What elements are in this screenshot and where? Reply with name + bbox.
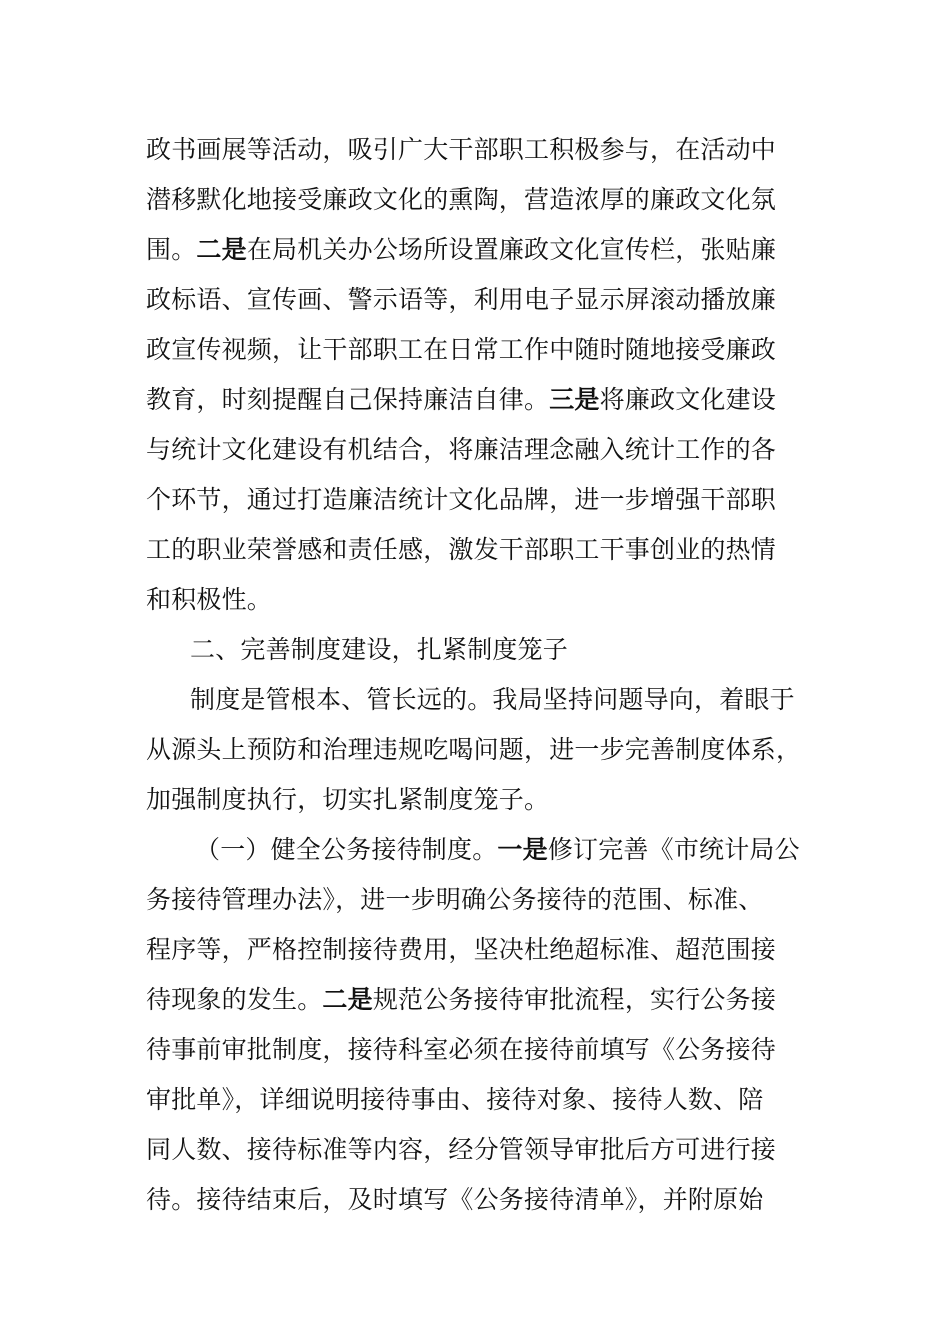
paragraph-line-6 <box>146 380 806 420</box>
paragraph-line-1 <box>146 130 806 170</box>
text-segment: 待。接待结束后，及时填写《公务接待清单》，并附原始 <box>146 1185 764 1214</box>
paragraph-line-9 <box>146 530 806 570</box>
bold-marker: 一是 <box>497 835 548 864</box>
bold-marker: 三是 <box>549 385 600 414</box>
paragraph-line-10 <box>146 580 806 620</box>
section-heading <box>190 630 850 670</box>
text-segment: 待事前审批制度，接待科室必须在接待前填写《公务接待 <box>146 1035 777 1064</box>
text-segment: 政宣传视频，让干部职工在日常工作中随时随地接受廉政 <box>146 335 777 364</box>
text-segment: 待现象的发生。 <box>146 985 323 1014</box>
text-segment: 程序等，严格控制接待费用，坚决杜绝超标准、超范围接 <box>146 935 777 964</box>
paragraph-line-16 <box>146 880 806 920</box>
text-segment: 工的职业荣誉感和责任感，激发干部职工干事创业的热情 <box>146 535 777 564</box>
paragraph-line-2 <box>146 180 806 220</box>
text-segment: 将廉政文化建设 <box>599 385 777 414</box>
paragraph-line-20 <box>146 1080 806 1120</box>
text-segment: 从源头上预防和治理违规吃喝问题，进一步完善制度体系， <box>146 735 802 764</box>
text-segment: 二、完善制度建设，扎紧制度笼子 <box>190 635 569 664</box>
bold-marker: 二是 <box>196 235 247 264</box>
paragraph-line-7 <box>146 430 806 470</box>
paragraph-line-17 <box>146 930 806 970</box>
bold-marker: 二是 <box>322 985 373 1014</box>
text-segment: 同人数、接待标准等内容，经分管领导审批后方可进行接 <box>146 1135 777 1164</box>
text-segment: 在局机关办公场所设置廉政文化宣传栏，张贴廉 <box>246 235 777 264</box>
paragraph-line-18 <box>146 980 806 1020</box>
paragraph-line-12 <box>190 680 850 720</box>
text-segment: 政标语、宣传画、警示语等，利用电子显示屏滚动播放廉 <box>146 285 777 314</box>
text-segment: 教育，时刻提醒自己保持廉洁自律。 <box>146 385 550 414</box>
paragraph-line-22 <box>146 1180 806 1220</box>
paragraph-line-8 <box>146 480 806 520</box>
text-segment: 加强制度执行，切实扎紧制度笼子。 <box>146 785 550 814</box>
paragraph-line-3 <box>146 230 806 270</box>
text-segment: （一）健全公务接待制度。 <box>195 835 498 864</box>
text-segment: 务接待管理办法》，进一步明确公务接待的范围、标准、 <box>146 885 764 914</box>
text-segment: 个环节，通过打造廉洁统计文化品牌，进一步增强干部职 <box>146 485 777 514</box>
text-segment: 制度是管根本、管长远的。我局坚持问题导向，着眼于 <box>190 685 795 714</box>
paragraph-line-21 <box>146 1130 806 1170</box>
text-segment: 修订完善《市统计局公 <box>547 835 800 864</box>
text-segment: 和积极性。 <box>146 585 273 614</box>
text-segment: 审批单》，详细说明接待事由、接待对象、接待人数、陪 <box>146 1085 764 1114</box>
text-segment: 围。 <box>146 235 197 264</box>
paragraph-line-19 <box>146 1030 806 1070</box>
paragraph-line-13 <box>146 730 806 770</box>
subsection-heading-line <box>195 830 855 870</box>
text-segment: 潜移默化地接受廉政文化的熏陶，营造浓厚的廉政文化氛 <box>146 185 777 214</box>
text-segment: 与统计文化建设有机结合，将廉洁理念融入统计工作的各 <box>146 435 777 464</box>
text-segment: 政书画展等活动，吸引广大干部职工积极参与，在活动中 <box>146 135 777 164</box>
text-segment: 规范公务接待审批流程，实行公务接 <box>372 985 777 1014</box>
paragraph-line-4 <box>146 280 806 320</box>
paragraph-line-5 <box>146 330 806 370</box>
paragraph-line-14 <box>146 780 806 820</box>
